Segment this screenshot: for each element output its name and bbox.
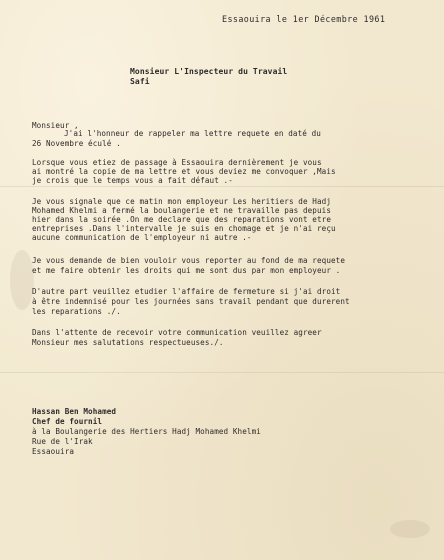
body-line: Je vous signale que ce matin mon employeur Les heritiers de Hadj [32,197,331,206]
body-line: aucune communication de l'employeur ni autre .- [32,233,252,242]
paper-fold-line [0,372,444,373]
body-line: je crois que le temps vous a fait défaut .- [32,176,233,185]
body-line: D'autre part veuillez etudier l'affaire de fermeture si j'ai droit [32,287,341,296]
body-line: J'ai l'honneur de rappeler ma lettre requete en daté du [64,129,321,138]
paper-stain [390,520,430,538]
body-line: 26 Novembre éculé . [32,139,121,148]
letter-date: Essaouira le 1er Décembre 1961 [222,14,386,24]
signature-city: Essaouira [32,447,75,456]
recipient-city: Safi [130,77,150,86]
body-line: Mohamed Khelmi a fermé la boulangerie et ne travaille pas depuis [32,206,331,215]
signature-name: Hassan Ben Mohamed [32,407,117,416]
signature-position: Chef de fournil [32,417,103,426]
recipient-title: Monsieur L'Inspecteur du Travail [130,67,288,76]
paper-stain [10,250,34,310]
body-line: et me faire obtenir les droits qui me sont dus par mon employeur . [32,266,341,275]
signature-employer: à la Boulangerie des Hertiers Hadj Mohamed Khelmi [32,427,261,436]
body-line: hier dans la soirée .On me declare que des reparations vont etre [32,215,331,224]
body-line: Dans l'attente de recevoir votre communication veuillez agreer [32,328,322,337]
body-line: les reparations ./. [32,307,121,316]
body-line: entreprises .Dans l'intervalle je suis en chomage et je n'ai reçu [32,224,336,233]
salutation: Monsieur , [32,121,79,130]
paper-fold-line [0,186,444,187]
signature-street: Rue de l'Irak [32,437,93,446]
body-line: Je vous demande de bien vouloir vous reporter au fond de ma requete [32,256,346,265]
body-line: à être indemnisé pour les journées sans travail pendant que durerent [32,297,350,306]
body-line: ai montré la copie de ma lettre et vous deviez me convoquer ,Mais [32,167,336,176]
body-line: Lorsque vous etiez de passage à Essaouira dernièrement je vous [32,158,322,167]
body-line: Monsieur mes salutations respectueuses./. [32,338,224,347]
